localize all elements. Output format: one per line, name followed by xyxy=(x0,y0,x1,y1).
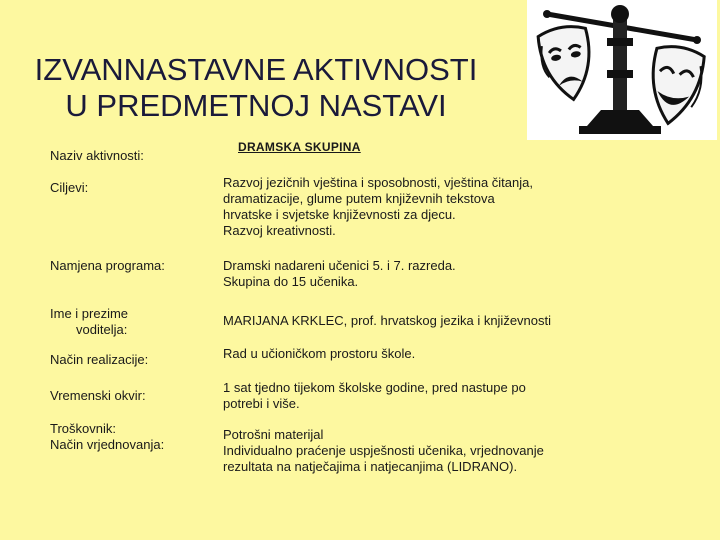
value-namjena-line: Dramski nadareni učenici 5. i 7. razreda. xyxy=(223,258,456,273)
value-ciljevi-line: hrvatske i svjetske književnosti za djecu. xyxy=(223,207,456,222)
value-vremenski-okvir xyxy=(223,380,603,412)
label-troskovnik-line-2: Način vrjednovanja: xyxy=(50,437,165,452)
label-troskovnik xyxy=(50,421,164,453)
label-voditelj-line-2: voditelja: xyxy=(76,322,128,337)
label-namjena-programa: Namjena programa: xyxy=(50,258,165,273)
value-namjena-programa xyxy=(223,258,603,290)
value-ciljevi-line: Razvoj jezičnih vještina i sposobnosti, vještina čitanja, xyxy=(223,175,533,190)
label-ciljevi: Ciljevi: xyxy=(50,180,89,195)
value-naziv-aktivnosti: DRAMSKA SKUPINA xyxy=(238,140,361,154)
value-troskovnik xyxy=(223,427,603,475)
value-ciljevi-line: Razvoj kreativnosti. xyxy=(223,223,336,238)
value-nacin-realizacije: Rad u učioničkom prostoru škole. xyxy=(223,346,416,361)
value-namjena-line: Skupina do 15 učenika. xyxy=(223,274,359,289)
label-vremenski-okvir: Vremenski okvir: xyxy=(50,388,146,403)
value-okvir-line: potrebi i više. xyxy=(223,396,300,411)
value-troskovnik-line: rezultata na natječajima i natjecanjima (LIDRANO). xyxy=(223,459,518,474)
label-nacin-realizacije: Način realizacije: xyxy=(50,352,149,367)
label-naziv-aktivnosti: Naziv aktivnosti: xyxy=(50,148,144,163)
value-ciljevi xyxy=(223,175,603,239)
value-okvir-line: 1 sat tjedno tijekom školske godine, pred nastupe po xyxy=(223,380,526,395)
label-troskovnik-line-1: Troškovnik: xyxy=(50,421,116,436)
label-voditelj xyxy=(50,306,128,338)
value-ciljevi-line: dramatizacije, glume putem književnih tekstova xyxy=(223,191,495,206)
value-troskovnik-line: Individualno praćenje uspješnosti učenika, vrjednovanje xyxy=(223,443,544,458)
slide-title-line-1: IZVANNASTAVNE AKTIVNOSTI xyxy=(34,52,478,87)
value-voditelj: MARIJANA KRKLEC, prof. hrvatskog jezika i književnosti xyxy=(223,313,552,328)
slide-title xyxy=(6,52,506,124)
balance-scale-theatre-masks-icon xyxy=(527,0,717,140)
slide-title-line-2: U PREDMETNOJ NASTAVI xyxy=(65,88,447,123)
label-voditelj-line-1: Ime i prezime xyxy=(50,306,129,321)
value-troskovnik-line: Potrošni materijal xyxy=(223,427,324,442)
